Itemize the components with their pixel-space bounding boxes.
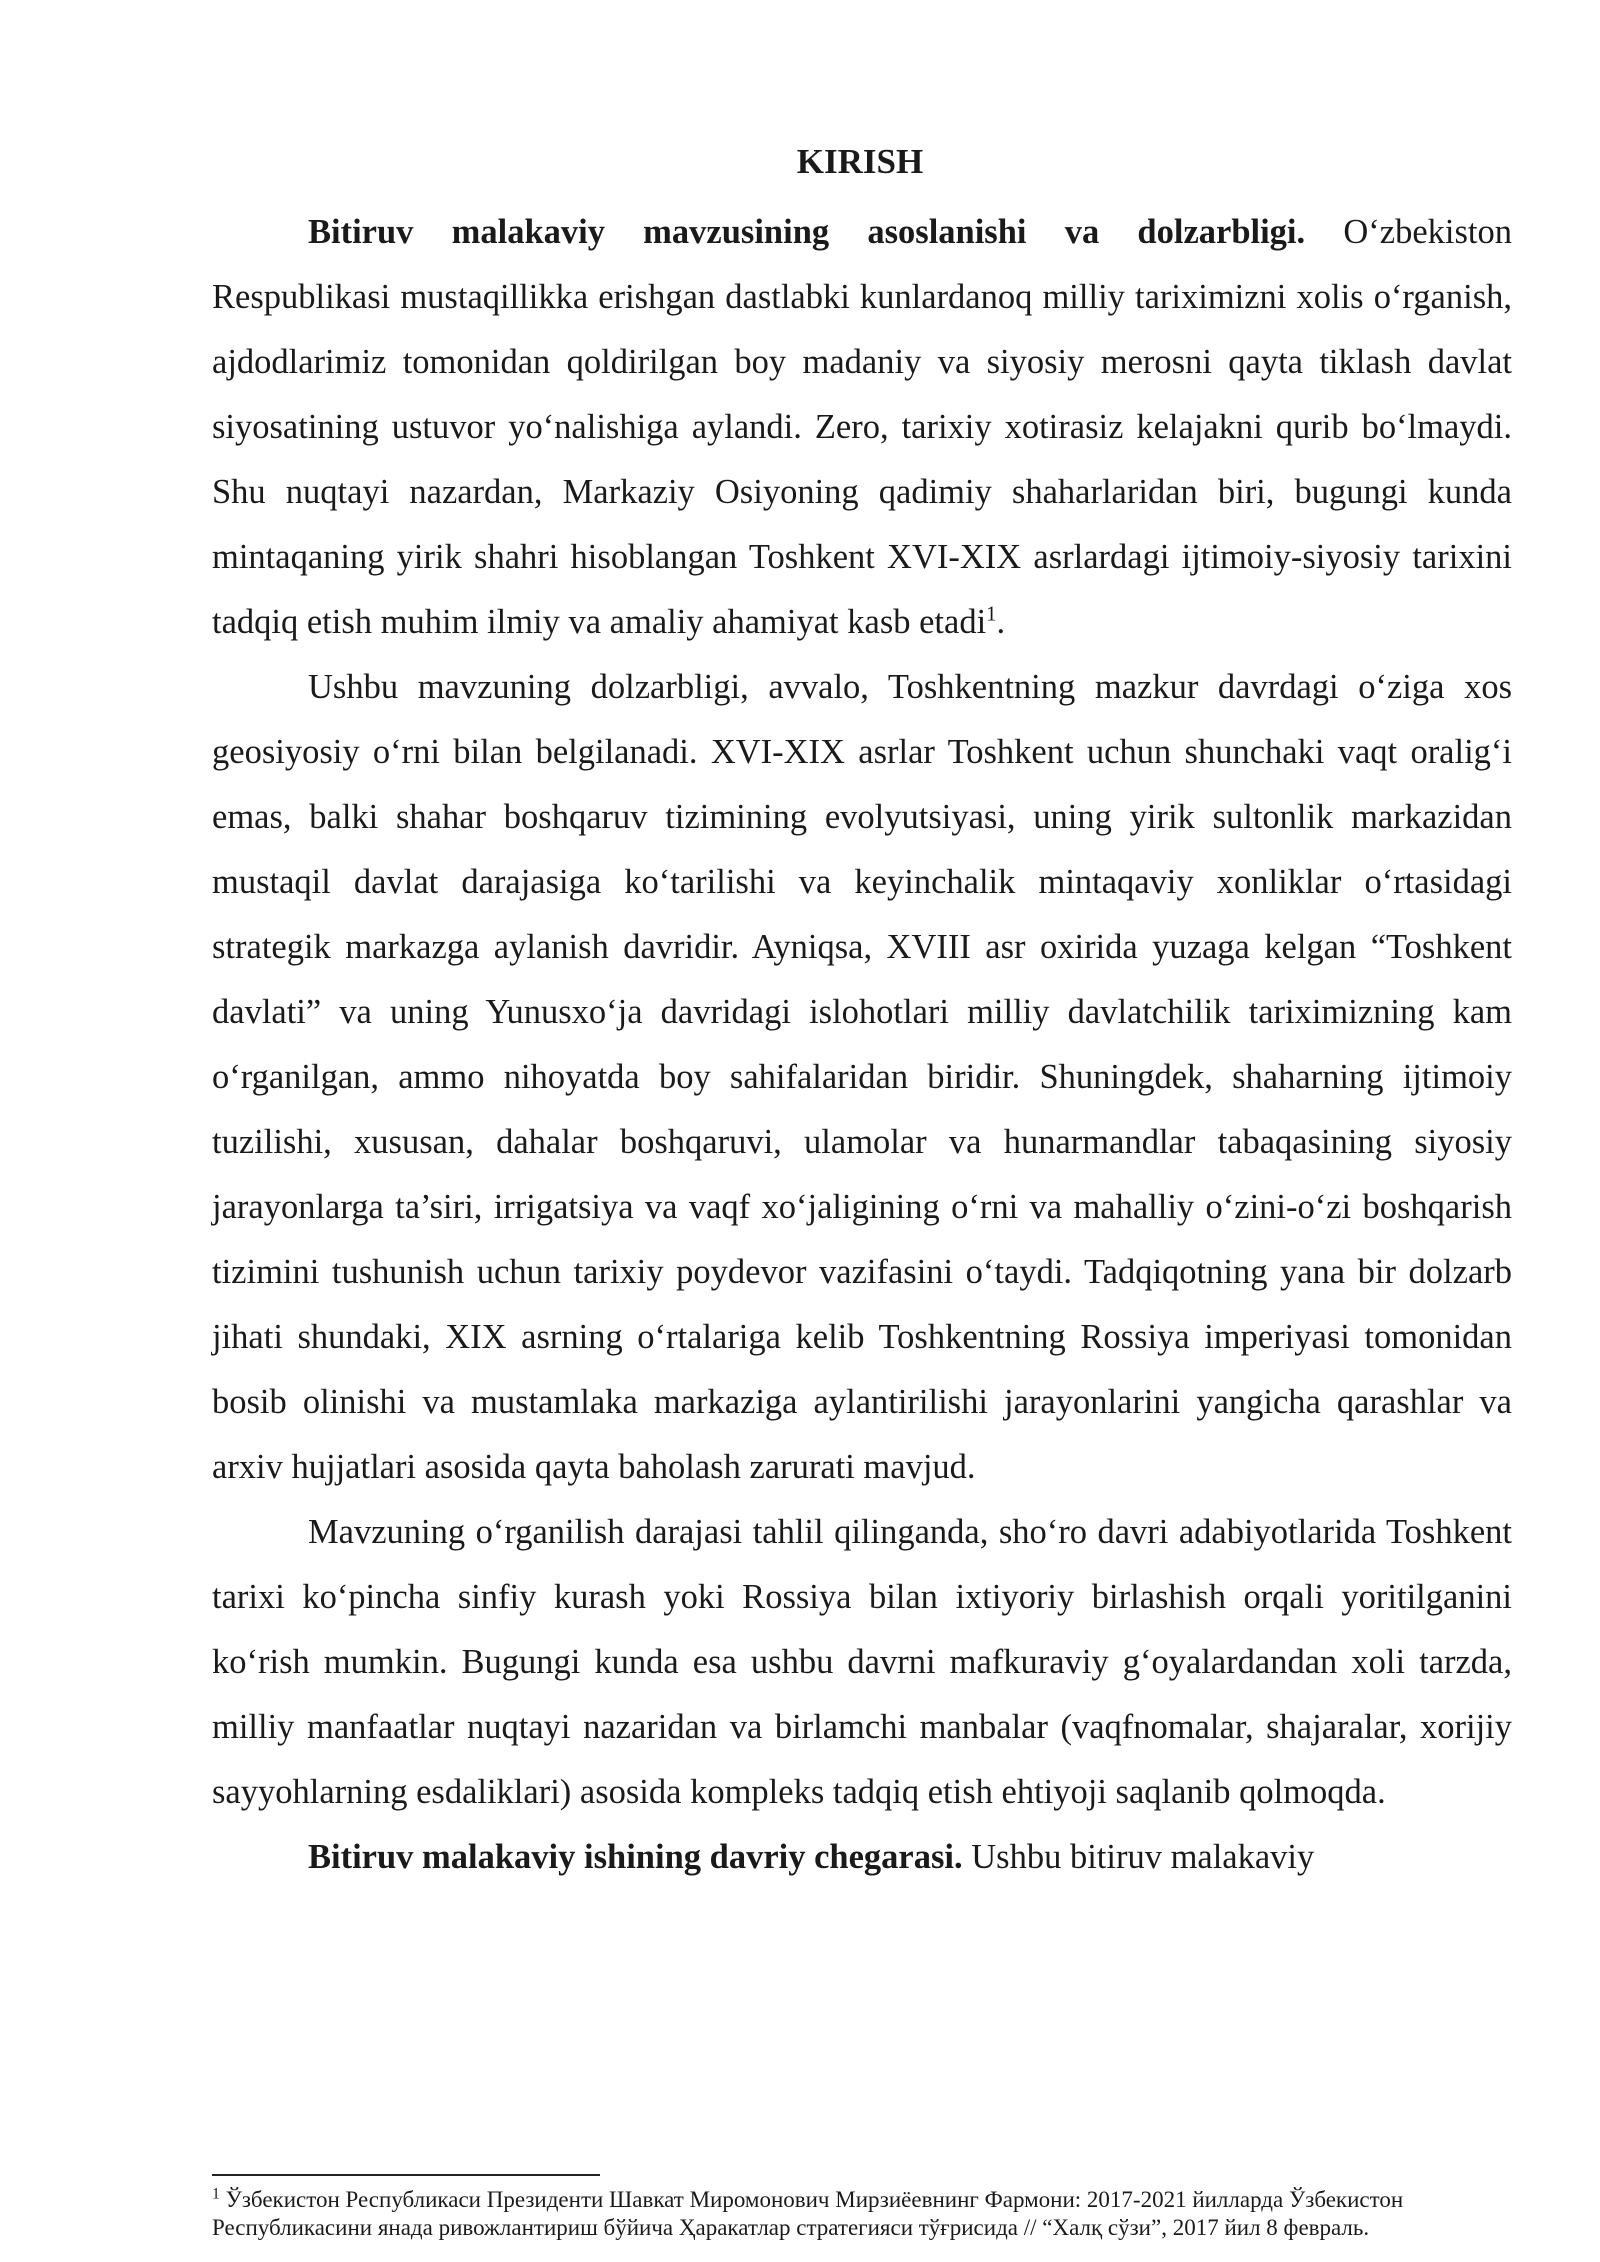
paragraph-lead-heading: Bitiruv malakaviy ishining davriy chegarasi.	[308, 1838, 963, 1876]
footnote-marker: 1	[212, 2185, 220, 2203]
paragraph-chronological-scope	[212, 1825, 1512, 1890]
footnote-text: Ўзбекистон Республикаси Президенти Шавкат Миромонович Мирзиёевнинг Фармони: 2017-2021 йилларда Ўзбекистон Республикасини янада ривожлантириш бўйича Ҳаракатлар стратегияси тўғрисида // “Халқ сўзи”, 2017 йил 8 февраль.	[212, 2187, 1404, 2240]
paragraph-text: Ushbu mavzuning dolzarbligi, avvalo, Toshkentning mazkur davrdagi o‘ziga xos geosiyosiy o‘rni bilan belgilanadi. XVI-XIX asrlar Toshkent uchun shunchaki vaqt oralig‘i emas, balki shahar boshqaruv tizimining evolyutsiyasi, uning yirik sultonlik markazidan mustaqil davlat darajasiga ko‘tarilishi va keyinchalik mintaqaviy xonliklar o‘rtasidagi strategik markazga aylanish davridir. Ayniqsa, XVIII asr oxirida yuzaga kelgan “Toshkent davlati” va uning Yunusxo‘ja davridagi islohotlari milliy davlatchilik tariximizning kam o‘rganilgan, ammo nihoyatda boy sahifalaridan biridir. Shuningdek, shaharning ijtimoiy tuzilishi, xususan, dahalar boshqaruvi, ulamolar va hunarmandlar tabaqasining siyosiy jarayonlarga ta’siri, irrigatsiya va vaqf xo‘jaligining o‘rni va mahalliy o‘zini-o‘zi boshqarish tizimini tushunish uchun tarixiy poydevor vazifasini o‘taydi. Tadqiqotning yana bir dolzarb jihati shundaki, XIX asrning o‘rtalariga kelib Toshkentning Rossiya imperiyasi tomonidan bosib olinishi va mustamlaka markaziga aylantirilishi jarayonlarini yangicha qarashlar va arxiv hujjatlari asosida qayta baholash zarurati mavjud.	[212, 668, 1512, 1486]
paragraph-relevance	[212, 200, 1512, 655]
paragraph-text: O‘zbekiston Respublikasi mustaqillikka erishgan dastlabki kunlardanoq milliy tariximizni xolis o‘rganish, ajdodlarimiz tomonidan qoldirilgan boy madaniy va siyosiy merosni qayta tiklash davlat siyosatining ustuvor yo‘nalishiga aylandi. Zero, tarixiy xotirasiz kelajakni qurib bo‘lmaydi. Shu nuqtayi nazardan, Markaziy Osiyoning qadimiy shaharlaridan biri, bugungi kunda mintaqaning yirik shahri hisoblangan Toshkent XVI-XIX asrlardagi ijtimoiy-siyosiy tarixini tadqiq etish muhim ilmiy va amaliy ahamiyat kasb etadi	[212, 213, 1512, 641]
footnote	[212, 2186, 1512, 2242]
paragraph-lead-heading: Bitiruv malakaviy mavzusining asoslanishi va dolzarbligi.	[308, 213, 1306, 251]
paragraph-end: .	[996, 603, 1006, 641]
paragraph-text: Mavzuning o‘rganilish darajasi tahlil qilinganda, sho‘ro davri adabiyotlarida Toshkent tarixi ko‘pincha sinfiy kurash yoki Rossiya bilan ixtiyoriy birlashish orqali yoritilganini ko‘rish mumkin. Bugungi kunda esa ushbu davrni mafkuraviy g‘oyalardandan xoli tarzda, milliy manfaatlar nuqtayi nazaridan va birlamchi manbalar (vaqfnomalar, shajaralar, xorijiy sayyohlarning esdaliklari) asosida kompleks tadqiq etish ehtiyoji saqlanib qolmoqda.	[212, 1513, 1512, 1811]
body-text	[212, 200, 1512, 1890]
paragraph-study-degree	[212, 1500, 1512, 1825]
footnote-reference[interactable]: 1	[986, 603, 997, 626]
paragraph-text: Ushbu bitiruv malakaviy	[962, 1838, 1315, 1876]
paragraph-geopolitics	[212, 655, 1512, 1500]
page-title: KIRISH	[796, 142, 924, 181]
footnote-separator	[212, 2174, 600, 2176]
